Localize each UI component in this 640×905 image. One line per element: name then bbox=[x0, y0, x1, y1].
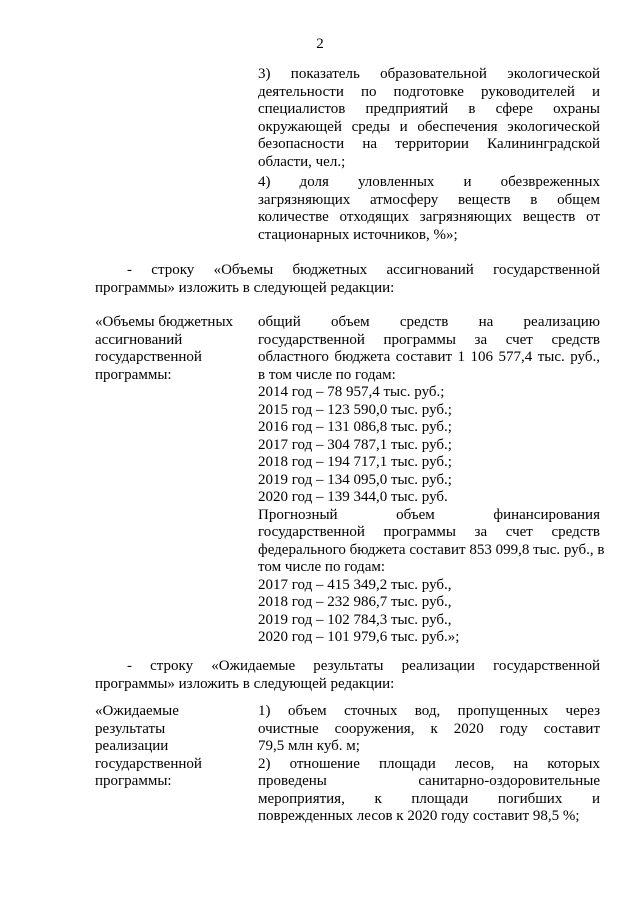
year-line: 2018 год – 194 717,1 тыс. руб.; bbox=[258, 454, 452, 470]
year-line: 2019 год – 134 095,0 тыс. руб.; bbox=[258, 471, 452, 488]
text-line: стационарных источников, %»; bbox=[258, 226, 458, 243]
amendment-budget-paragraph bbox=[95, 262, 600, 297]
text-line: 1) объем сточных вод, пропущенных через bbox=[258, 703, 600, 719]
text-line: проведены санитарно-оздоровительные bbox=[258, 773, 600, 789]
text-line: - строку «Объемы бюджетных ассигнований государственной bbox=[127, 262, 600, 278]
year-line: 2019 год – 102 784,3 тыс. руб., bbox=[258, 611, 452, 628]
year-line: 2018 год – 232 986,7 тыс. руб., bbox=[258, 594, 452, 610]
amendment-results-paragraph bbox=[95, 658, 600, 693]
text-line: областного бюджета составит 1 106 577,4 тыс. руб., bbox=[258, 349, 600, 365]
text-line: поврежденных лесов к 2020 году составит 98,5 %; bbox=[258, 808, 580, 824]
text-line: 3) показатель образовательной экологической bbox=[258, 66, 600, 82]
results-values bbox=[258, 703, 600, 826]
text-line: программы: bbox=[95, 366, 172, 383]
budget-label bbox=[95, 314, 245, 384]
year-line: 2014 год – 78 957,4 тыс. руб.; bbox=[258, 384, 445, 400]
text-line: - строку «Ожидаемые результаты реализации государственной bbox=[127, 658, 600, 674]
text-line: государственной bbox=[95, 755, 202, 772]
results-label bbox=[95, 703, 245, 791]
text-line: 79,5 млн куб. м; bbox=[258, 738, 360, 754]
text-line: «Ожидаемые bbox=[95, 703, 179, 719]
year-line: 2017 год – 415 349,2 тыс. руб., bbox=[258, 576, 452, 593]
page-number: 2 bbox=[316, 36, 324, 52]
text-line: Прогнозный объем финансирования bbox=[258, 506, 600, 523]
indicator-item-3 bbox=[258, 66, 600, 171]
year-line: 2016 год – 131 086,8 тыс. руб.; bbox=[258, 419, 452, 435]
text-line: программы: bbox=[95, 773, 172, 789]
text-line: безопасности на территории Калининградской bbox=[258, 136, 600, 152]
year-line: 2020 год – 101 979,6 тыс. руб.»; bbox=[258, 629, 460, 645]
budget-values bbox=[258, 314, 605, 647]
text-line: специалистов предприятий в сфере охраны bbox=[258, 101, 600, 117]
text-line: программы» изложить в следующей редакции: bbox=[95, 675, 395, 692]
text-line: ассигнований bbox=[95, 331, 183, 348]
text-line: государственной программы за счет средств bbox=[258, 331, 600, 348]
text-line: очистные сооружения, к 2020 году составит bbox=[258, 720, 600, 737]
text-line: загрязняющих атмосферу веществ в общем bbox=[258, 191, 600, 208]
year-line: 2017 год – 304 787,1 тыс. руб.; bbox=[258, 436, 452, 453]
text-line: окружающей среды и обеспечения экологической bbox=[258, 118, 600, 135]
text-line: области, чел.; bbox=[258, 153, 346, 170]
year-line: 2020 год – 139 344,0 тыс. руб. bbox=[258, 489, 448, 505]
text-line: деятельности по подготовке руководителей и bbox=[258, 83, 600, 100]
text-line: результаты bbox=[95, 720, 166, 737]
year-line: 2015 год – 123 590,0 тыс. руб.; bbox=[258, 401, 452, 418]
text-line: «Объемы бюджетных bbox=[95, 314, 234, 330]
text-line: 2) отношение площади лесов, на которых bbox=[258, 755, 600, 772]
indicator-item-4 bbox=[258, 174, 600, 244]
text-line: реализации bbox=[95, 738, 169, 754]
text-line: в том числе по годам: bbox=[258, 366, 396, 383]
text-line: программы» изложить в следующей редакции: bbox=[95, 279, 395, 296]
text-line: мероприятия, к площади погибших и bbox=[258, 790, 600, 807]
text-line: государственной bbox=[95, 349, 202, 365]
text-line: федерального бюджета составит 853 099,8 тыс. руб., в bbox=[258, 541, 605, 558]
text-line: количестве отходящих загрязняющих веществ от bbox=[258, 209, 600, 225]
text-line: общий объем средств на реализацию bbox=[258, 314, 600, 330]
text-line: государственной программы за счет средств bbox=[258, 524, 600, 540]
text-line: том числе по годам: bbox=[258, 559, 386, 575]
text-line: 4) доля уловленных и обезвреженных bbox=[258, 174, 600, 190]
